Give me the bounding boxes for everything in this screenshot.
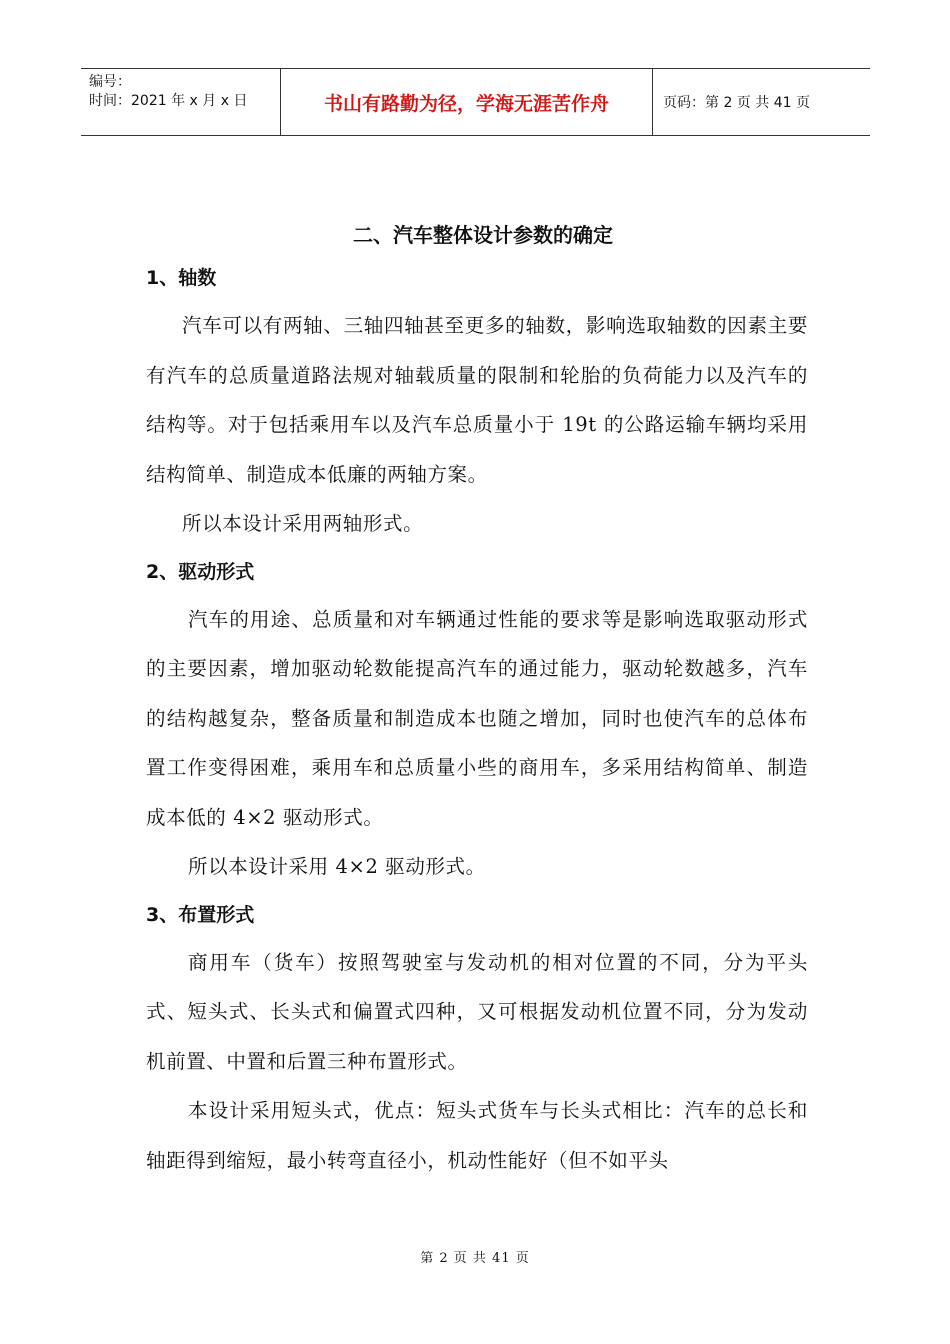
- paragraph: 汽车可以有两轴、三轴四轴甚至更多的轴数，影响选取轴数的因素主要有汽车的总质量道路法规对轴载质量的限制和轮胎的负荷能力以及汽车的结构等。对于包括乘用车以及汽车总质量小于 19t 的公路运输车辆均采用结构简单、制造成本低廉的两轴方案。: [146, 314, 808, 486]
- paragraph: 商用车（货车）按照驾驶室与发动机的相对位置的不同，分为平头式、短头式、长头式和偏置式四种，又可根据发动机位置不同，分为发动机前置、中置和后置三种布置形式。: [146, 950, 808, 1073]
- paragraph: 汽车的用途、总质量和对车辆通过性能的要求等是影响选取驱动形式的主要因素，增加驱动轮数能提高汽车的通过能力，驱动轮数越多，汽车的结构越复杂，整备质量和制造成本也随之增加，同时也使汽车的总体布置工作变得困难，乘用车和总质量小些的商用车，多采用结构简单、制造成本低的 4×2 驱动形式。: [146, 607, 808, 829]
- heading-layout-form: 3、布置形式: [146, 903, 255, 926]
- page-header: [81, 68, 870, 136]
- serial-number-label: 编号：: [89, 74, 131, 90]
- header-page-info: 页码：第 2 页 共 41 页: [663, 95, 810, 111]
- heading-axle-count: 1、轴数: [146, 267, 217, 289]
- page-footer: 第 2 页 共 41 页: [420, 1251, 530, 1266]
- paragraph: 本设计采用短头式，优点：短头式货车与长头式相比：汽车的总长和轴距得到缩短，最小转弯直径小，机动性能好（但不如平头: [146, 1099, 808, 1172]
- header-motto: 书山有路勤为径，学海无涯苦作舟: [281, 69, 653, 135]
- document-body: [146, 215, 808, 1185]
- heading-drive-form: 2、驱动形式: [146, 560, 255, 583]
- paragraph: 所以本设计采用 4×2 驱动形式。: [188, 855, 486, 878]
- date-line: 时间：2021 年 x 月 x 日: [89, 93, 248, 109]
- paragraph: 所以本设计采用两轴形式。: [182, 512, 424, 535]
- header-meta-cell: [81, 69, 281, 135]
- section-title: 二、汽车整体设计参数的确定: [353, 223, 613, 247]
